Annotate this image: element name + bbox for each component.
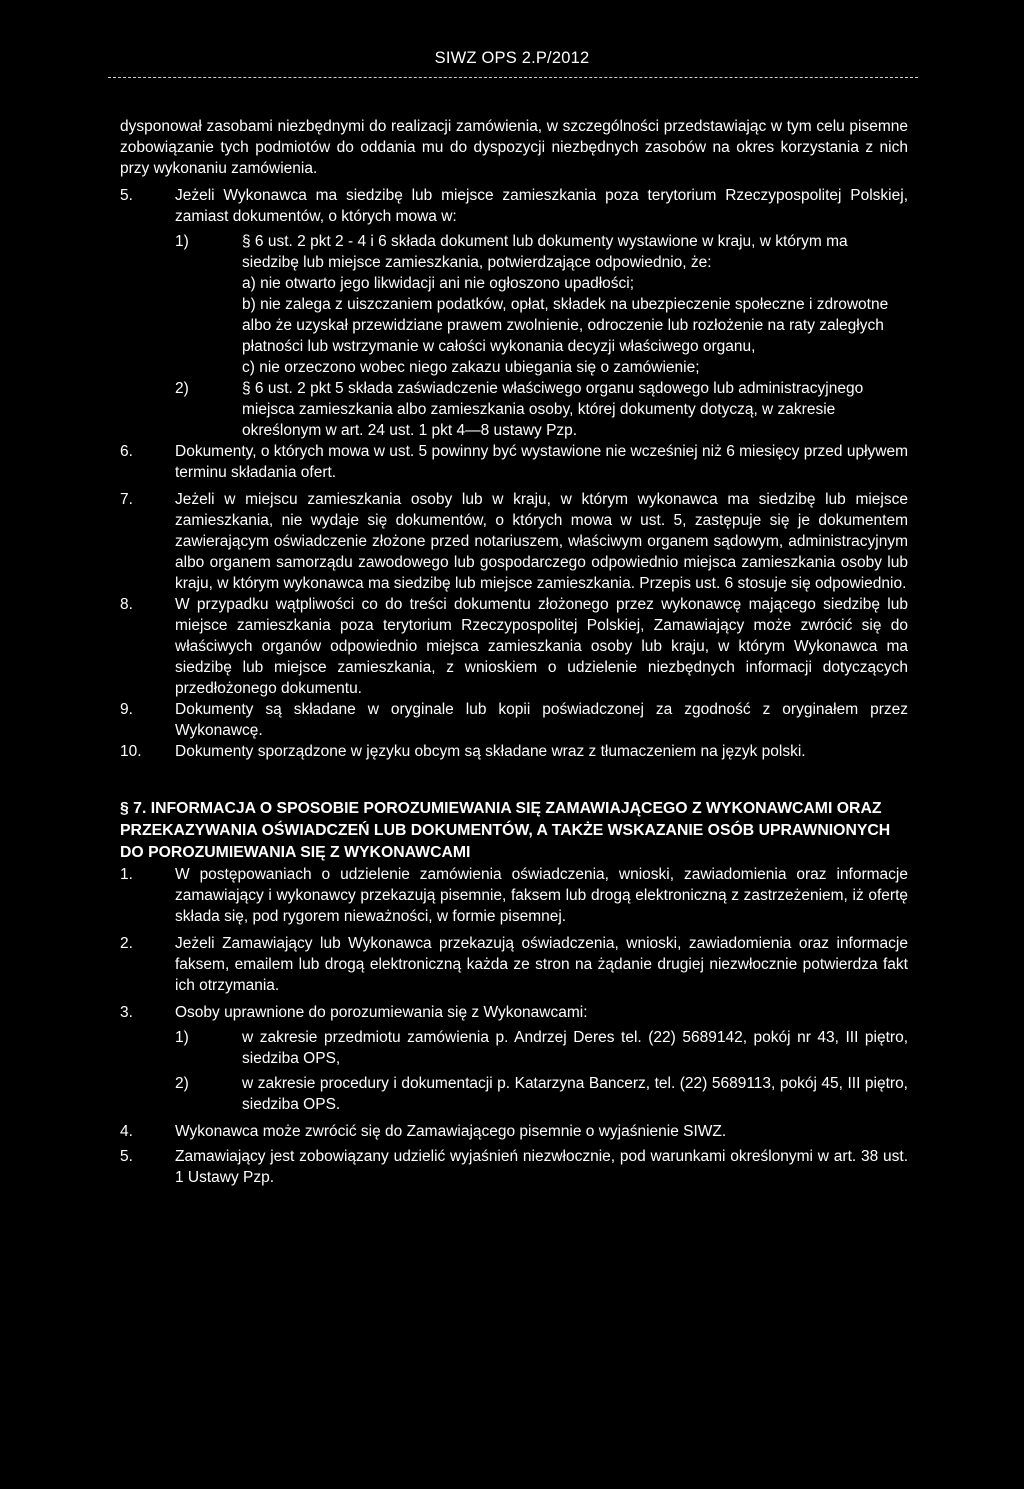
item-text: Osoby uprawnione do porozumiewania się z Wykonawcami: bbox=[175, 1004, 588, 1021]
item-text: Dokumenty, o których mowa w ust. 5 powinny być wystawione nie wcześniej niż 6 miesięcy przed upływem terminu składania ofert. bbox=[175, 443, 908, 481]
list-item-8 bbox=[120, 594, 908, 699]
list-item-3 bbox=[120, 1002, 908, 1023]
item-text: W przypadku wątpliwości co do treści dokumentu złożonego przez wykonawcę mającego siedzibę lub miejsce zamieszkania poza terytorium Rzeczypospolitej Polskiej, Zamawiający może zwrócić się do właściwych organów odpowiednio miejsca zamieszkania osoby lub kraju, w którym Wykonawca ma siedzibę lub miejsce zamieszkania, z wnioskiem o udzielenie niezbędnych informacji dotyczących przedłożonego dokumentu. bbox=[175, 596, 908, 697]
item-number: 10. bbox=[120, 743, 142, 760]
item-number: 8. bbox=[120, 596, 133, 613]
item-text: Wykonawca może zwrócić się do Zamawiającego pisemnie o wyjaśnienie SIWZ. bbox=[175, 1123, 727, 1140]
sub-item-2 bbox=[175, 378, 908, 441]
item-number: 9. bbox=[120, 701, 133, 718]
header-divider bbox=[108, 77, 918, 78]
item-number: 5. bbox=[120, 1148, 133, 1165]
sub-item-text: w zakresie przedmiotu zamówienia p. Andrzej Deres tel. (22) 5689142, pokój nr 43, III piętro, siedziba OPS, bbox=[242, 1029, 908, 1067]
item-number: 6. bbox=[120, 443, 133, 460]
item-text: Dokumenty są składane w oryginale lub kopii poświadczonej za zgodność z oryginałem przez Wykonawcę. bbox=[175, 701, 908, 739]
document-id-header: SIWZ OPS 2.P/2012 bbox=[434, 49, 590, 67]
condition-b: b) nie zalega z uiszczaniem podatków, opłat, składek na ubezpieczenie społeczne i zdrowotne albo że uzyskał przewidziane prawem zwolnienie, odroczenie lub rozłożenie na raty zaległych płatności lub wstrzymanie w całości wykonania decyzji właściwego organu, bbox=[242, 296, 889, 355]
item-text: Zamawiający jest zobowiązany udzielić wyjaśnień niezwłocznie, pod warunkami określonymi w art. 38 ust. 1 Ustawy Pzp. bbox=[175, 1148, 908, 1186]
sub-item-1 bbox=[175, 231, 908, 378]
item-number: 5. bbox=[120, 187, 133, 204]
section-heading: § 7. INFORMACJA O SPOSOBIE POROZUMIEWANIA SIĘ ZAMAWIAJĄCEGO Z WYKONAWCAMI ORAZ PRZEKAZYWANIA OŚWIADCZEŃ LUB DOKUMENTÓW, A TAKŻE WSKAZANIE OSÓB UPRAWNIONYCH DO POROZUMIEWANIA SIĘ Z WYKONAWCAMI bbox=[120, 800, 891, 861]
sub-item-text: § 6 ust. 2 pkt 5 składa zaświadczenie właściwego organu sądowego lub administracyjnego miejsca zamieszkania albo zamieszkania osoby, której dokumenty dotyczą, w zakresie określonym w art. 24 ust. 1 pkt 4—8 ustawy Pzp. bbox=[242, 380, 864, 439]
list-item-9 bbox=[120, 699, 908, 741]
list-item-5 bbox=[120, 1146, 908, 1188]
sub-item-text: w zakresie procedury i dokumentacji p. Katarzyna Bancerz, tel. (22) 5689113, pokój 45, III piętro, siedziba OPS. bbox=[242, 1075, 908, 1113]
item-text: W postępowaniach o udzielenie zamówienia oświadczenia, wnioski, zawiadomienia oraz informacje zamawiający i wykonawcy przekazują pisemnie, faksem lub drogą elektroniczną z zastrzeżeniem, iż ofertę składa się, pod rygorem nieważności, w formie pisemnej. bbox=[175, 866, 908, 925]
list-item-5 bbox=[120, 185, 908, 227]
continuation-paragraph: dysponował zasobami niezbędnymi do realizacji zamówienia, w szczególności przedstawiając w tym celu pisemne zobowiązanie tych podmiotów do oddania mu do dyspozycji niezbędnych zasobów na okres korzystania z nich przy wykonaniu zamówienia. bbox=[120, 118, 908, 177]
list-item-6 bbox=[120, 441, 908, 483]
item-number: 3. bbox=[120, 1004, 133, 1021]
sub-item-text: § 6 ust. 2 pkt 2 - 4 i 6 składa dokument lub dokumenty wystawione w kraju, w którym ma siedzibę lub miejsce zamieszkania, potwierdzające odpowiednio, że: bbox=[242, 233, 848, 271]
item-text: Jeżeli Wykonawca ma siedzibę lub miejsce zamieszkania poza terytorium Rzeczypospolitej Polskiej, zamiast dokumentów, o których mowa w: bbox=[175, 187, 908, 225]
item-number: 7. bbox=[120, 491, 133, 508]
list-item-4 bbox=[120, 1121, 908, 1142]
sub-item-number: 1) bbox=[175, 1029, 189, 1046]
sub-item-2 bbox=[175, 1073, 908, 1115]
item-number: 2. bbox=[120, 935, 133, 952]
sub-item-number: 2) bbox=[175, 1075, 189, 1092]
list-item-7 bbox=[120, 489, 908, 594]
item-text: Jeżeli w miejscu zamieszkania osoby lub w kraju, w którym wykonawca ma siedzibę lub miejsce zamieszkania, nie wydaje się dokumentów, o których mowa w ust. 5, zastępuje się je dokumentem zawierającym oświadczenie złożone przed notariuszem, właściwym organem sądowym, administracyjnym albo organem samorządu zawodowego lub gospodarczego odpowiednio miejsca zamieszkania osoby lub kraju, w którym wykonawca ma siedzibę lub miejsce zamieszkania. Przepis ust. 6 stosuje się odpowiednio. bbox=[175, 491, 908, 592]
item-text: Dokumenty sporządzone w języku obcym są składane wraz z tłumaczeniem na język polski. bbox=[175, 743, 806, 760]
item-number: 1. bbox=[120, 866, 133, 883]
condition-c: c) nie orzeczono wobec niego zakazu ubiegania się o zamówienie; bbox=[242, 359, 700, 376]
condition-a: a) nie otwarto jego likwidacji ani nie ogłoszono upadłości; bbox=[242, 275, 635, 292]
document-body bbox=[120, 116, 908, 1188]
list-item-10 bbox=[120, 741, 908, 762]
item-text: Jeżeli Zamawiający lub Wykonawca przekazują oświadczenia, wnioski, zawiadomienia oraz informacje faksem, emailem lub drogą elektroniczną każda ze stron na żądanie drugiej niezwłocznie potwierdza fakt ich otrzymania. bbox=[175, 935, 908, 994]
sub-item-1 bbox=[175, 1027, 908, 1069]
list-item-1 bbox=[120, 864, 908, 927]
list-item-2 bbox=[120, 933, 908, 996]
sub-item-number: 1) bbox=[175, 233, 189, 250]
item-number: 4. bbox=[120, 1123, 133, 1140]
sub-item-number: 2) bbox=[175, 380, 189, 397]
